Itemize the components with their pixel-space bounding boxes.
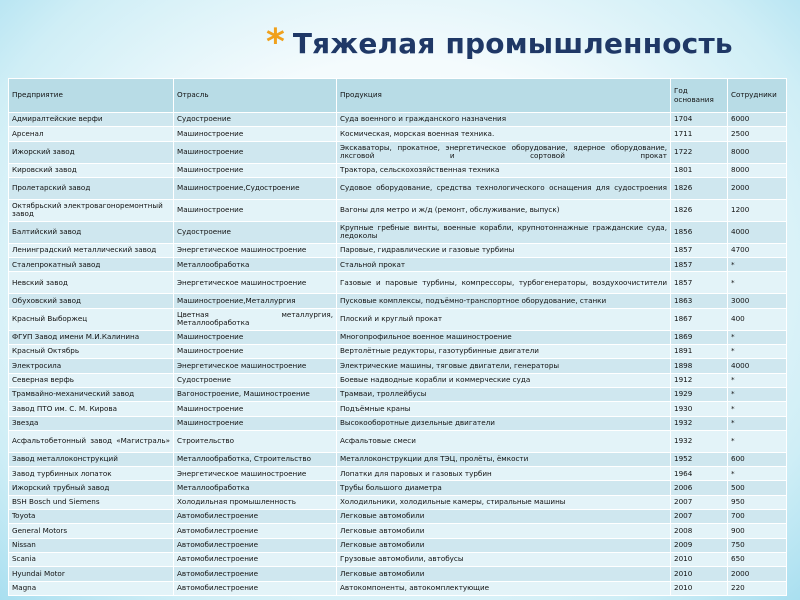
industry-cell: Машиностроение: [174, 416, 337, 430]
products-cell: Металлоконструкции для ТЭЦ, пролёты, ёмкости: [337, 452, 671, 466]
company-cell: Завод турбинных лопаток: [9, 467, 174, 481]
table-row: [9, 402, 787, 416]
company-cell: Scania: [9, 552, 174, 566]
table-row: [9, 481, 787, 495]
employees-cell: 3000: [728, 294, 787, 308]
table-row: [9, 294, 787, 308]
products-cell: Легковые автомобили: [337, 538, 671, 552]
founded-cell: 1863: [671, 294, 728, 308]
industry-cell: Машиностроение,Металлургия: [174, 294, 337, 308]
table-row: [9, 538, 787, 552]
industry-cell: Машиностроение: [174, 127, 337, 141]
company-cell: Ижорский завод: [9, 141, 174, 163]
industry-cell: Автомобилестроение: [174, 510, 337, 524]
founded-cell: 2010: [671, 552, 728, 566]
industry-cell: Судостроение: [174, 373, 337, 387]
products-cell: Высокооборотные дизельные двигатели: [337, 416, 671, 430]
founded-cell: 1930: [671, 402, 728, 416]
employees-cell: 700: [728, 510, 787, 524]
table-row: [9, 177, 787, 199]
employees-cell: 2000: [728, 177, 787, 199]
employees-cell: *: [728, 416, 787, 430]
employees-cell: 650: [728, 552, 787, 566]
slide-title-area: [266, 18, 733, 68]
founded-cell: 1711: [671, 127, 728, 141]
table-row: [9, 467, 787, 481]
products-cell: Асфальтовые смеси: [337, 430, 671, 452]
employees-cell: *: [728, 373, 787, 387]
industry-cell: Металлообработка: [174, 481, 337, 495]
products-cell: Боевые надводные корабли и коммерческие суда: [337, 373, 671, 387]
industry-cell: Энергетическое машиностроение: [174, 272, 337, 294]
employees-cell: 950: [728, 495, 787, 509]
company-cell: Пролетарский завод: [9, 177, 174, 199]
employees-cell: 900: [728, 524, 787, 538]
industry-cell: Судостроение: [174, 221, 337, 243]
employees-cell: 4000: [728, 221, 787, 243]
employees-cell: 750: [728, 538, 787, 552]
products-cell: Электрические машины, тяговые двигатели, генераторы: [337, 359, 671, 373]
industry-cell: Автомобилестроение: [174, 552, 337, 566]
employees-cell: 8000: [728, 163, 787, 177]
table-row: [9, 308, 787, 330]
header-employees: Сотрудники: [728, 79, 787, 113]
company-cell: Кировский завод: [9, 163, 174, 177]
table-row: [9, 430, 787, 452]
employees-cell: 4700: [728, 243, 787, 257]
company-cell: Адмиралтейские верфи: [9, 113, 174, 127]
company-cell: ФГУП Завод имени М.И.Калинина: [9, 330, 174, 344]
industry-cell: Автомобилестроение: [174, 567, 337, 581]
table-row: [9, 416, 787, 430]
industry-cell: Автомобилестроение: [174, 538, 337, 552]
header-company: Предприятие: [9, 79, 174, 113]
products-cell: Плоский и круглый прокат: [337, 308, 671, 330]
products-cell: Автокомпоненты, автокомплектующие: [337, 581, 671, 595]
table-row: [9, 359, 787, 373]
founded-cell: 1912: [671, 373, 728, 387]
table-row: [9, 330, 787, 344]
industry-cell: Автомобилестроение: [174, 581, 337, 595]
company-cell: Арсенал: [9, 127, 174, 141]
company-cell: Асфальтобетонный завод «Магистраль»: [9, 430, 174, 452]
table-row: [9, 510, 787, 524]
industry-cell: Металлообработка: [174, 258, 337, 272]
industry-cell: Энергетическое машиностроение: [174, 243, 337, 257]
table-row: [9, 258, 787, 272]
employees-cell: 6000: [728, 113, 787, 127]
products-cell: Судовое оборудование, средства технологического оснащения для судостроения: [337, 177, 671, 199]
industry-cell: Энергетическое машиностроение: [174, 359, 337, 373]
company-cell: Hyundai Motor: [9, 567, 174, 581]
founded-cell: 1932: [671, 430, 728, 452]
company-cell: General Motors: [9, 524, 174, 538]
table-row: [9, 567, 787, 581]
products-cell: Вагоны для метро и ж/д (ремонт, обслуживание, выпуск): [337, 199, 671, 221]
table-header-row: [9, 79, 787, 113]
products-cell: Лопатки для паровых и газовых турбин: [337, 467, 671, 481]
industry-cell: Вагоностроение, Машиностроение: [174, 387, 337, 401]
employees-cell: *: [728, 387, 787, 401]
company-cell: Завод металлоконструкций: [9, 452, 174, 466]
products-cell: Многопрофильное военное машиностроение: [337, 330, 671, 344]
founded-cell: 1722: [671, 141, 728, 163]
table-row: [9, 524, 787, 538]
founded-cell: 1929: [671, 387, 728, 401]
industry-cell: Металлообработка, Строительство: [174, 452, 337, 466]
employees-cell: 2000: [728, 567, 787, 581]
table-row: [9, 345, 787, 359]
company-cell: Завод ПТО им. С. М. Кирова: [9, 402, 174, 416]
founded-cell: 1856: [671, 221, 728, 243]
employees-cell: *: [728, 345, 787, 359]
employees-cell: *: [728, 272, 787, 294]
table-row: [9, 452, 787, 466]
company-cell: Электросила: [9, 359, 174, 373]
industry-cell: Машиностроение: [174, 163, 337, 177]
company-cell: Ленинградский металлический завод: [9, 243, 174, 257]
products-cell: Крупные гребные винты, военные корабли, крупнотоннажные гражданские суда, ледоколы: [337, 221, 671, 243]
industry-cell: Машиностроение: [174, 345, 337, 359]
slide-title: Тяжелая промышленность: [292, 26, 733, 60]
table-row: [9, 127, 787, 141]
employees-cell: 600: [728, 452, 787, 466]
table-body: [9, 113, 787, 596]
products-cell: Легковые автомобили: [337, 524, 671, 538]
industry-cell: Холодильная промышленность: [174, 495, 337, 509]
products-cell: Трамваи, троллейбусы: [337, 387, 671, 401]
founded-cell: 1891: [671, 345, 728, 359]
table-row: [9, 163, 787, 177]
employees-cell: *: [728, 258, 787, 272]
founded-cell: 1801: [671, 163, 728, 177]
employees-cell: 1200: [728, 199, 787, 221]
table-row: [9, 373, 787, 387]
industry-cell: Автомобилестроение: [174, 524, 337, 538]
founded-cell: 1867: [671, 308, 728, 330]
table-row: [9, 199, 787, 221]
company-cell: Nissan: [9, 538, 174, 552]
employees-cell: 2500: [728, 127, 787, 141]
founded-cell: 1964: [671, 467, 728, 481]
products-cell: Трактора, сельскохозяйственная техника: [337, 163, 671, 177]
products-cell: Легковые автомобили: [337, 510, 671, 524]
products-cell: Грузовые автомобили, автобусы: [337, 552, 671, 566]
products-cell: Экскаваторы, прокатное, энергетическое оборудование, ядерное оборудование, лксговой и сортовой прокат: [337, 141, 671, 163]
employees-cell: 220: [728, 581, 787, 595]
founded-cell: 1857: [671, 258, 728, 272]
industry-cell: Судостроение: [174, 113, 337, 127]
table-row: [9, 272, 787, 294]
founded-cell: 2006: [671, 481, 728, 495]
founded-cell: 1826: [671, 199, 728, 221]
products-cell: Подъёмные краны: [337, 402, 671, 416]
founded-cell: 2009: [671, 538, 728, 552]
employees-cell: 400: [728, 308, 787, 330]
table-row: [9, 141, 787, 163]
header-founded: Год основания: [671, 79, 728, 113]
products-cell: Стальной прокат: [337, 258, 671, 272]
company-cell: Октябрьский электровагоноремонтный завод: [9, 199, 174, 221]
products-cell: Вертолётные редукторы, газотурбинные двигатели: [337, 345, 671, 359]
founded-cell: 2008: [671, 524, 728, 538]
industry-cell: Машиностроение: [174, 402, 337, 416]
star-bullet-icon: *: [266, 22, 285, 63]
products-cell: Паровые, гидравлические и газовые турбины: [337, 243, 671, 257]
table-row: [9, 113, 787, 127]
table-row: [9, 221, 787, 243]
founded-cell: 2007: [671, 495, 728, 509]
founded-cell: 2010: [671, 581, 728, 595]
table-row: [9, 495, 787, 509]
founded-cell: 1869: [671, 330, 728, 344]
employees-cell: *: [728, 402, 787, 416]
employees-cell: 4000: [728, 359, 787, 373]
company-cell: Toyota: [9, 510, 174, 524]
employees-cell: *: [728, 330, 787, 344]
products-cell: Трубы большого диаметра: [337, 481, 671, 495]
products-cell: Холодильники, холодильные камеры, стиральные машины: [337, 495, 671, 509]
header-products: Продукция: [337, 79, 671, 113]
company-cell: Невский завод: [9, 272, 174, 294]
industry-cell: Энергетическое машиностроение: [174, 467, 337, 481]
industry-cell: Машиностроение: [174, 141, 337, 163]
industry-cell: Машиностроение: [174, 199, 337, 221]
table-row: [9, 552, 787, 566]
industry-cell: Строительство: [174, 430, 337, 452]
company-cell: Красный Выборжец: [9, 308, 174, 330]
industry-table: [8, 78, 787, 596]
company-cell: Северная верфь: [9, 373, 174, 387]
founded-cell: 1826: [671, 177, 728, 199]
company-cell: Сталепрокатный завод: [9, 258, 174, 272]
products-cell: Пусковые комплексы, подъёмно-транспортное оборудование, станки: [337, 294, 671, 308]
products-cell: Космическая, морская военная техника.: [337, 127, 671, 141]
table-row: [9, 387, 787, 401]
company-cell: Звезда: [9, 416, 174, 430]
company-cell: Балтийский завод: [9, 221, 174, 243]
employees-cell: *: [728, 430, 787, 452]
employees-cell: 8000: [728, 141, 787, 163]
industry-cell: Машиностроение,Судостроение: [174, 177, 337, 199]
founded-cell: 2010: [671, 567, 728, 581]
founded-cell: 1898: [671, 359, 728, 373]
industry-cell: Машиностроение: [174, 330, 337, 344]
company-cell: Обуховский завод: [9, 294, 174, 308]
employees-cell: 500: [728, 481, 787, 495]
industry-cell: Цветная металлургия, Металлообработка: [174, 308, 337, 330]
founded-cell: 1857: [671, 243, 728, 257]
founded-cell: 1952: [671, 452, 728, 466]
founded-cell: 1932: [671, 416, 728, 430]
company-cell: BSH Bosch und Siemens: [9, 495, 174, 509]
products-cell: Легковые автомобили: [337, 567, 671, 581]
industry-table-container: [8, 78, 786, 596]
founded-cell: 1704: [671, 113, 728, 127]
company-cell: Красный Октябрь: [9, 345, 174, 359]
products-cell: Газовые и паровые турбины, компрессоры, турбогенераторы, воздухоочистители: [337, 272, 671, 294]
company-cell: Magna: [9, 581, 174, 595]
company-cell: Трамвайно-механический завод: [9, 387, 174, 401]
employees-cell: *: [728, 467, 787, 481]
founded-cell: 1857: [671, 272, 728, 294]
company-cell: Ижорский трубный завод: [9, 481, 174, 495]
products-cell: Суда военного и гражданского назначения: [337, 113, 671, 127]
header-industry: Отрасль: [174, 79, 337, 113]
table-row: [9, 581, 787, 595]
founded-cell: 2007: [671, 510, 728, 524]
table-row: [9, 243, 787, 257]
